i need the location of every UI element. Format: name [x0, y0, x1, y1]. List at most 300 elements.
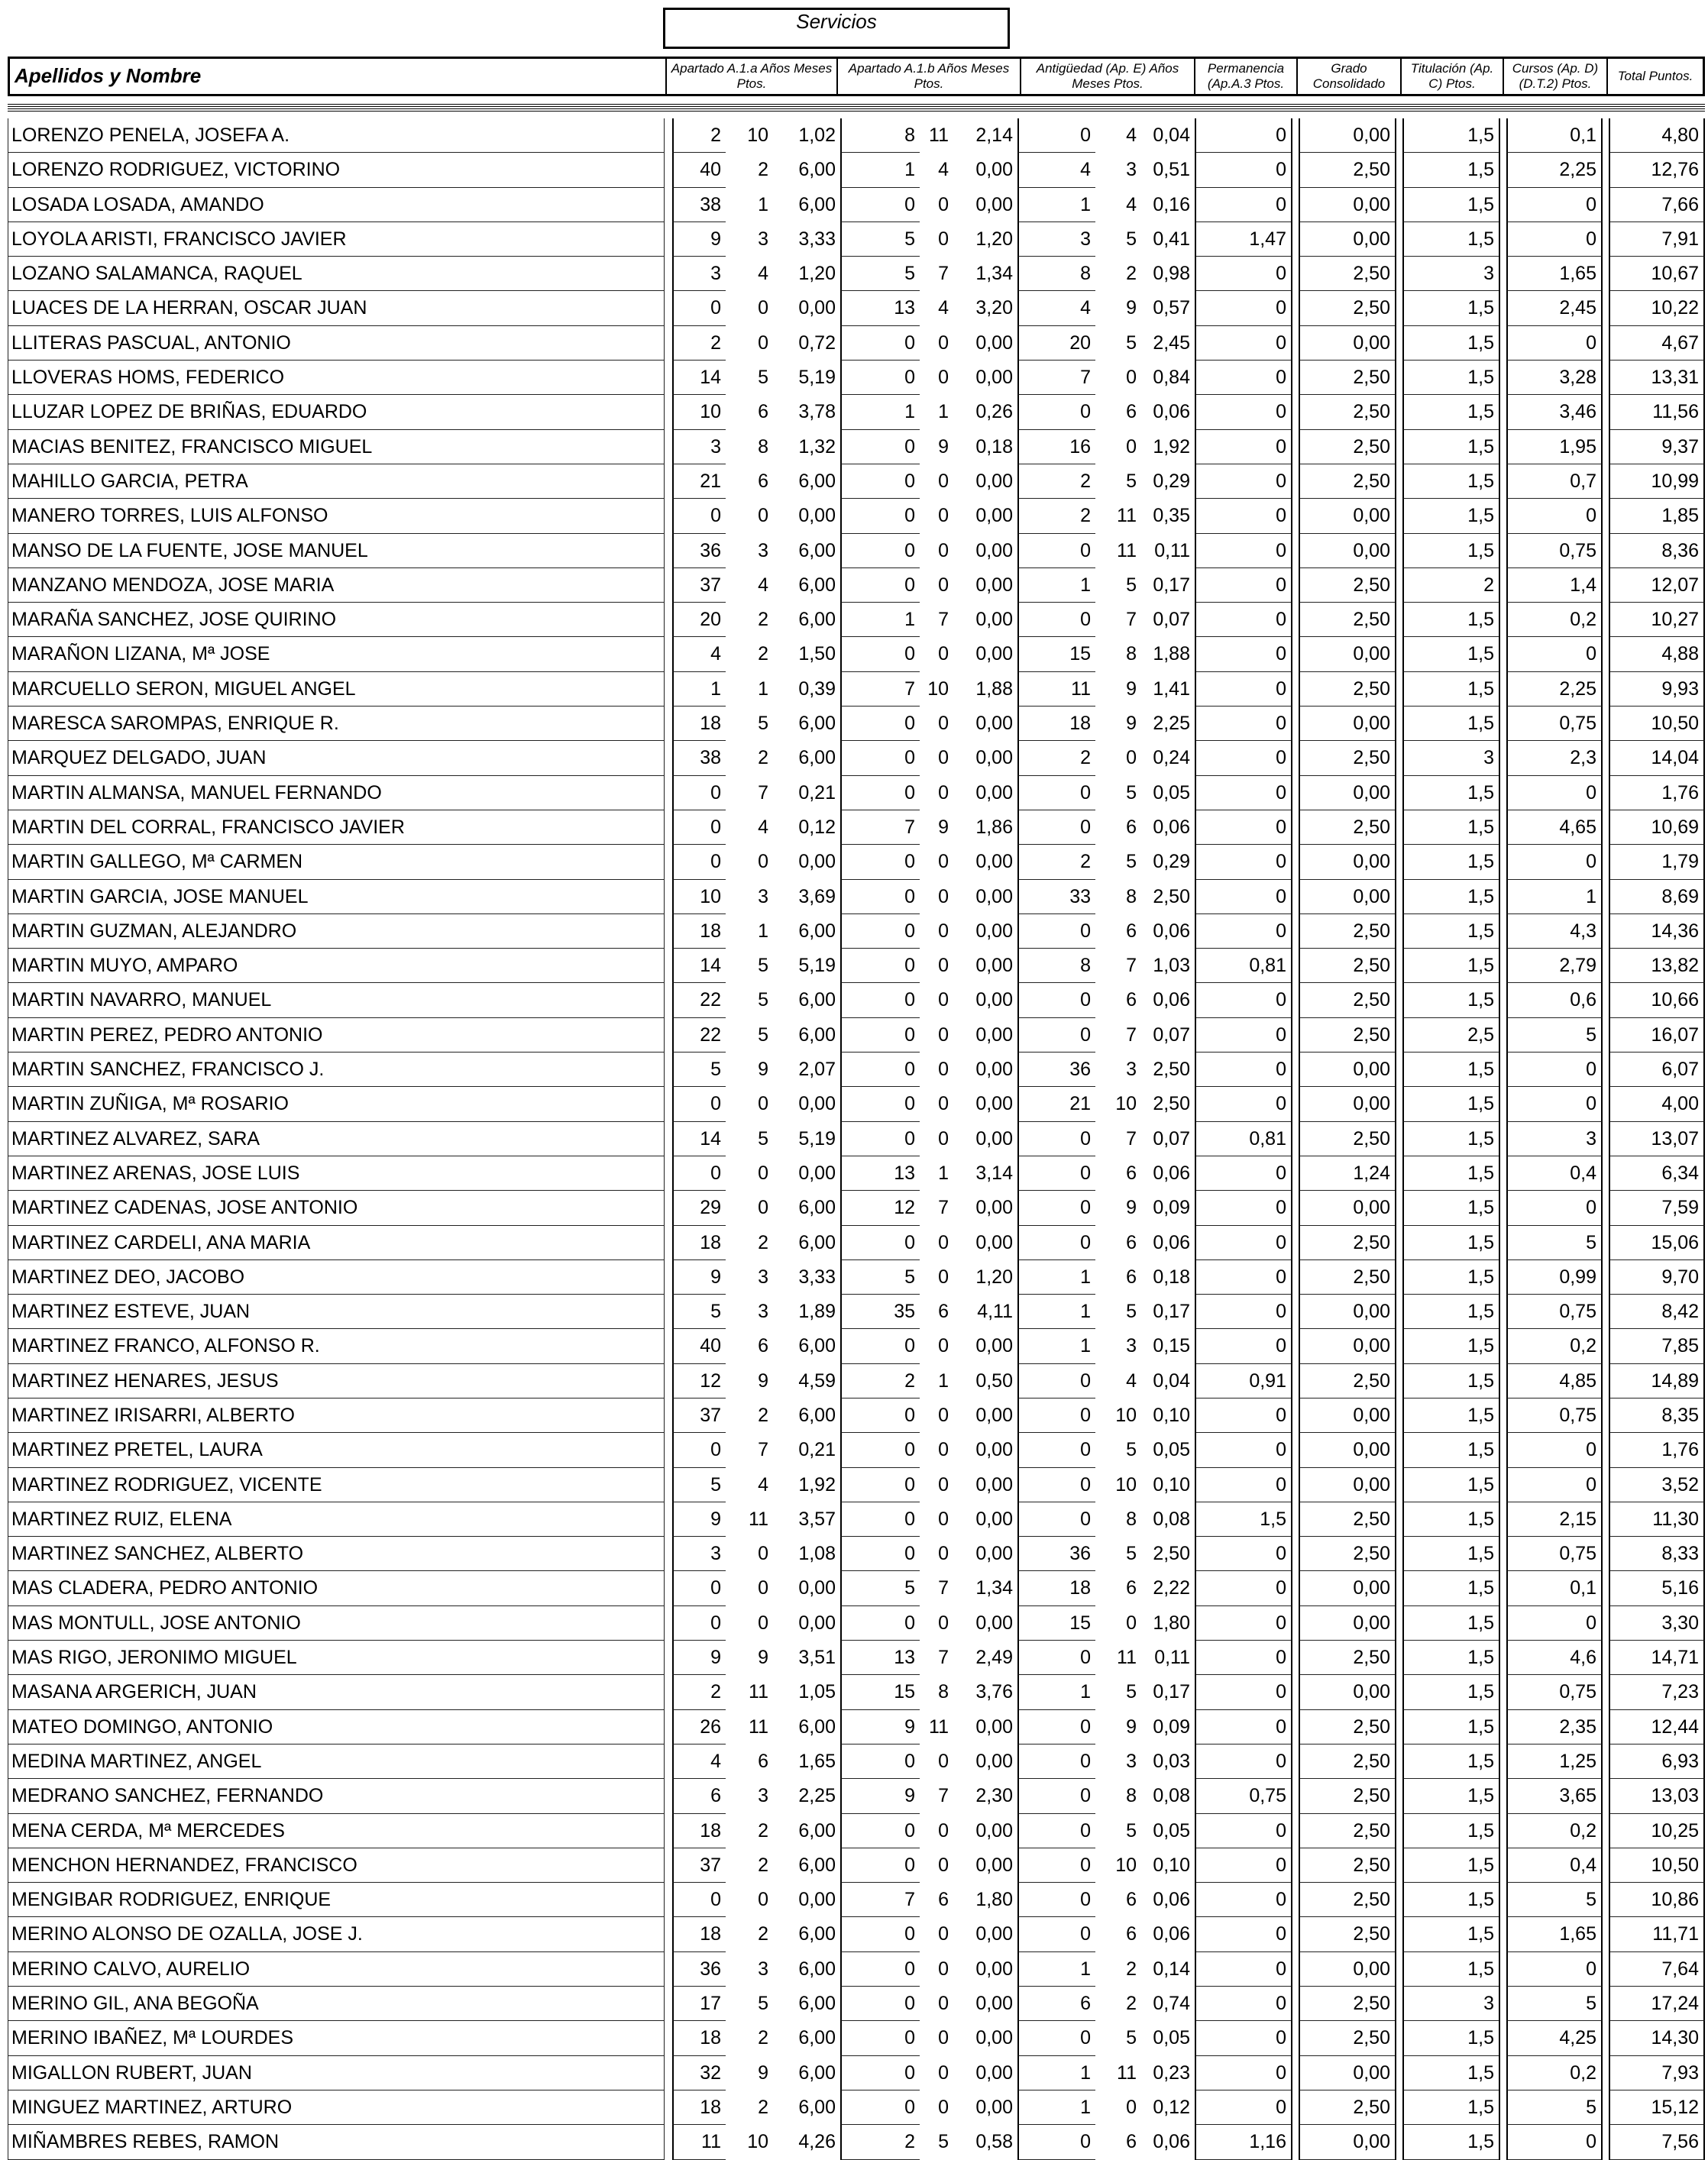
cell-ant-years: 1: [1017, 1295, 1095, 1329]
cell-row-name: MARAÑA SANCHEZ, JOSE QUIRINO: [8, 603, 665, 637]
cell-a1a-years: 26: [672, 1710, 726, 1744]
col-header-titulacion: Titulación (Ap. C) Ptos.: [1400, 59, 1503, 94]
cell-total: 14,89: [1609, 1364, 1705, 1399]
cell-a1b-points: 3,76: [975, 1681, 1013, 1703]
cell-total: 11,56: [1609, 395, 1705, 429]
cell-titulacion: 1,5: [1402, 637, 1500, 671]
cell-a1a-points: 0,00: [798, 505, 836, 527]
cell-permanencia: 0: [1195, 741, 1292, 775]
cell-total: 8,35: [1609, 1399, 1705, 1433]
cell-a1b-points: 1,88: [975, 677, 1013, 700]
cell-a1b-years: 0: [840, 776, 920, 810]
cell-a1a-years: 10: [672, 395, 726, 429]
cell-permanencia: 0: [1195, 257, 1292, 291]
cell-a1a-years: 14: [672, 361, 726, 395]
col-header-total: Total Puntos.: [1606, 59, 1703, 94]
cell-grado: 0,00: [1299, 1952, 1396, 1987]
table-row: [8, 1779, 1705, 1813]
cell-permanencia: 1,16: [1195, 2125, 1292, 2159]
cell-permanencia: 0,75: [1195, 1779, 1292, 1813]
cell-a1a-years: 38: [672, 741, 726, 775]
cell-ant-points: 2,22: [1153, 1577, 1190, 1599]
cell-a1a-points: 0,39: [798, 677, 836, 700]
cell-a1b-years: 0: [840, 983, 920, 1017]
cell-ant-months: 0: [1126, 435, 1137, 458]
cell-a1a-years: 18: [672, 2090, 726, 2125]
cell-a1a-years: 0: [672, 845, 726, 879]
cell-ant-months: 3: [1126, 159, 1137, 181]
cell-ant-years: 0: [1017, 2021, 1095, 2055]
cell-titulacion: 1,5: [1402, 1537, 1500, 1571]
cell-a1b-points: 1,20: [975, 1266, 1013, 1288]
cell-a1a-points: 0,00: [798, 1889, 836, 1911]
cell-a1b-months: 0: [938, 1231, 949, 1253]
cell-a1b-points: 0,00: [975, 2096, 1013, 2118]
cell-a1a-months: 7: [758, 1439, 768, 1461]
name-column-header: Apellidos y Nombre: [15, 64, 202, 87]
cell-a1a-years: 9: [672, 1641, 726, 1675]
cell-ant-years: 0: [1017, 395, 1095, 429]
cell-permanencia: 0: [1195, 776, 1292, 810]
cell-a1a-years: 37: [672, 1848, 726, 1883]
cell-grado: 2,50: [1299, 1917, 1396, 1951]
cell-a1b-years: 0: [840, 1122, 920, 1156]
cell-a1b-months: 0: [938, 1473, 949, 1496]
cell-cursos: 0: [1506, 2125, 1603, 2159]
cell-ant-points: 0,15: [1153, 1335, 1190, 1357]
cell-total: 11,30: [1609, 1502, 1705, 1537]
table-row: [8, 1191, 1705, 1225]
cell-row-name: MARTIN ALMANSA, MANUEL FERNANDO: [8, 776, 665, 810]
cell-a1a-years: 2: [672, 326, 726, 361]
cell-permanencia: 0: [1195, 1744, 1292, 1779]
cell-grado: 2,50: [1299, 1537, 1396, 1571]
cell-titulacion: 1,5: [1402, 1156, 1500, 1191]
cell-cursos: 0,75: [1506, 707, 1603, 741]
cell-ant-months: 6: [1126, 2131, 1137, 2153]
cell-ant-months: 6: [1126, 401, 1137, 423]
cell-a1b-years: 9: [840, 1710, 920, 1744]
cell-cursos: 5: [1506, 1018, 1603, 1053]
cell-ant-years: 18: [1017, 1571, 1095, 1605]
cell-a1b-years: 0: [840, 1952, 920, 1987]
cell-a1b-years: 0: [840, 845, 920, 879]
cell-cursos: 0,2: [1506, 603, 1603, 637]
cell-a1a-months: 2: [758, 159, 768, 181]
cell-cursos: 0: [1506, 1087, 1603, 1121]
cell-total: 10,69: [1609, 810, 1705, 845]
cell-a1b-points: 0,00: [975, 920, 1013, 942]
cell-a1b-points: 0,00: [975, 1473, 1013, 1496]
cell-cursos: 0: [1506, 1952, 1603, 1987]
cell-a1b-points: 0,00: [975, 470, 1013, 492]
cell-ant-months: 3: [1126, 1750, 1137, 1772]
cell-a1a-years: 12: [672, 1364, 726, 1399]
cell-ant-years: 0: [1017, 776, 1095, 810]
cell-permanencia: 0: [1195, 1883, 1292, 1917]
cell-a1a-points: 1,50: [798, 643, 836, 665]
cell-a1b-years: 0: [840, 464, 920, 499]
cell-a1a-months: 0: [758, 1577, 768, 1599]
cell-grado: 2,50: [1299, 2090, 1396, 2125]
cell-a1b-months: 7: [938, 1785, 949, 1807]
table-header: [8, 57, 1705, 96]
cell-a1b-years: 0: [840, 880, 920, 914]
cell-a1b-months: 7: [938, 263, 949, 285]
cell-titulacion: 1,5: [1402, 499, 1500, 533]
cell-grado: 0,00: [1299, 1571, 1396, 1605]
cell-a1a-months: 0: [758, 297, 768, 319]
cell-ant-months: 11: [1117, 505, 1137, 527]
cell-a1a-points: 4,59: [798, 1369, 836, 1392]
cell-ant-months: 7: [1126, 609, 1137, 631]
cell-a1b-months: 7: [938, 1197, 949, 1219]
cell-a1a-points: 6,00: [798, 989, 836, 1011]
cell-cursos: 3,46: [1506, 395, 1603, 429]
cell-ant-months: 2: [1126, 1993, 1137, 2015]
table-row: [8, 1814, 1705, 1848]
cell-ant-months: 6: [1126, 1266, 1137, 1288]
cell-a1a-months: 2: [758, 1923, 768, 1945]
cell-a1b-years: 0: [840, 1987, 920, 2021]
table-row: [8, 464, 1705, 499]
cell-cursos: 0,75: [1506, 1675, 1603, 1709]
cell-ant-months: 6: [1126, 1162, 1137, 1184]
cell-a1a-points: 6,00: [798, 1023, 836, 1046]
cell-ant-years: 4: [1017, 291, 1095, 325]
cell-a1a-months: 10: [747, 124, 768, 146]
cell-permanencia: 0: [1195, 1675, 1292, 1709]
cell-a1b-points: 0,00: [975, 851, 1013, 873]
cell-grado: 2,50: [1299, 603, 1396, 637]
cell-a1a-months: 2: [758, 1404, 768, 1426]
cell-titulacion: 1,5: [1402, 395, 1500, 429]
cell-a1a-points: 6,00: [798, 1923, 836, 1945]
cell-a1b-years: 0: [840, 1917, 920, 1951]
cell-ant-points: 0,29: [1153, 470, 1190, 492]
cell-ant-points: 2,45: [1153, 331, 1190, 354]
cell-ant-years: 0: [1017, 1502, 1095, 1537]
cell-cursos: 4,6: [1506, 1641, 1603, 1675]
cell-total: 4,00: [1609, 1087, 1705, 1121]
cell-a1b-years: 0: [840, 1848, 920, 1883]
cell-ant-years: 15: [1017, 637, 1095, 671]
table-row: [8, 153, 1705, 187]
cell-titulacion: 1,5: [1402, 1710, 1500, 1744]
cell-row-name: MARTIN SANCHEZ, FRANCISCO J.: [8, 1053, 665, 1087]
cell-ant-points: 0,98: [1153, 263, 1190, 285]
cell-grado: 2,50: [1299, 1814, 1396, 1848]
cell-ant-points: 0,29: [1153, 851, 1190, 873]
cell-ant-points: 0,10: [1153, 1404, 1190, 1426]
cell-a1a-points: 4,26: [798, 2131, 836, 2153]
cell-a1a-years: 0: [672, 1571, 726, 1605]
cell-total: 13,82: [1609, 949, 1705, 983]
cell-a1b-months: 0: [938, 1923, 949, 1945]
cell-a1a-months: 9: [758, 1647, 768, 1669]
cell-ant-points: 1,41: [1153, 677, 1190, 700]
cell-row-name: LORENZO PENELA, JOSEFA A.: [8, 118, 665, 153]
cell-ant-years: 1: [1017, 2090, 1095, 2125]
cell-grado: 0,00: [1299, 499, 1396, 533]
cell-ant-years: 0: [1017, 534, 1095, 568]
cell-cursos: 0,75: [1506, 1537, 1603, 1571]
cell-a1b-months: 5: [938, 2131, 949, 2153]
cell-ant-points: 2,50: [1153, 885, 1190, 907]
cell-ant-years: 0: [1017, 1641, 1095, 1675]
cell-ant-years: 0: [1017, 1399, 1095, 1433]
cell-ant-years: 0: [1017, 603, 1095, 637]
cell-ant-months: 3: [1126, 1059, 1137, 1081]
cell-grado: 0,00: [1299, 707, 1396, 741]
cell-titulacion: 3: [1402, 741, 1500, 775]
cell-a1a-years: 10: [672, 880, 726, 914]
cell-total: 10,50: [1609, 1848, 1705, 1883]
cell-ant-points: 0,41: [1153, 228, 1190, 250]
cell-permanencia: 0: [1195, 914, 1292, 949]
cell-a1b-months: 0: [938, 1023, 949, 1046]
cell-total: 14,71: [1609, 1641, 1705, 1675]
table-row: [8, 707, 1705, 741]
cell-row-name: MARTINEZ DEO, JACOBO: [8, 1260, 665, 1295]
cell-grado: 0,00: [1299, 1191, 1396, 1225]
cell-ant-years: 0: [1017, 1917, 1095, 1951]
cell-ant-points: 0,06: [1153, 401, 1190, 423]
cell-a1b-years: 8: [840, 118, 920, 153]
table-row: [8, 222, 1705, 257]
cell-a1a-months: 10: [747, 2131, 768, 2153]
cell-a1a-years: 18: [672, 1917, 726, 1951]
cell-ant-points: 0,07: [1153, 1127, 1190, 1150]
cell-ant-points: 2,50: [1153, 1543, 1190, 1565]
cell-ant-years: 0: [1017, 2125, 1095, 2159]
cell-ant-months: 0: [1126, 747, 1137, 769]
cell-grado: 0,00: [1299, 1087, 1396, 1121]
cell-a1b-points: 0,26: [975, 401, 1013, 423]
cell-row-name: MARTIN GARCIA, JOSE MANUEL: [8, 880, 665, 914]
cell-ant-years: 11: [1017, 672, 1095, 707]
cell-a1a-years: 22: [672, 983, 726, 1017]
cell-a1b-months: 7: [938, 1577, 949, 1599]
cell-a1a-months: 2: [758, 1854, 768, 1876]
cell-a1b-years: 13: [840, 1641, 920, 1675]
cell-total: 7,23: [1609, 1675, 1705, 1709]
cell-a1b-points: 0,00: [975, 1612, 1013, 1634]
cell-a1b-points: 0,50: [975, 1369, 1013, 1392]
cell-titulacion: 1,5: [1402, 1399, 1500, 1433]
cell-a1a-years: 14: [672, 1122, 726, 1156]
cell-ant-points: 2,50: [1153, 1093, 1190, 1115]
cell-a1b-years: 1: [840, 153, 920, 187]
cell-row-name: MARCUELLO SERON, MIGUEL ANGEL: [8, 672, 665, 707]
cell-ant-months: 6: [1126, 1231, 1137, 1253]
cell-total: 7,93: [1609, 2056, 1705, 2090]
cell-grado: 0,00: [1299, 1675, 1396, 1709]
cell-a1a-points: 6,00: [798, 2096, 836, 2118]
cell-row-name: MANSO DE LA FUENTE, JOSE MANUEL: [8, 534, 665, 568]
cell-a1a-months: 1: [758, 920, 768, 942]
cell-row-name: MARTIN DEL CORRAL, FRANCISCO JAVIER: [8, 810, 665, 845]
cell-total: 13,03: [1609, 1779, 1705, 1813]
cell-row-name: MANZANO MENDOZA, JOSE MARIA: [8, 568, 665, 603]
cell-cursos: 1,95: [1506, 430, 1603, 464]
cell-titulacion: 1,5: [1402, 1087, 1500, 1121]
cell-a1b-points: 2,30: [975, 1785, 1013, 1807]
table-row: [8, 1156, 1705, 1191]
cell-cursos: 3,65: [1506, 1779, 1603, 1813]
cell-a1b-points: 0,00: [975, 1993, 1013, 2015]
cell-ant-points: 0,04: [1153, 1369, 1190, 1392]
table-row: [8, 2021, 1705, 2055]
cell-permanencia: 0: [1195, 188, 1292, 222]
cell-ant-months: 4: [1126, 124, 1137, 146]
cell-a1a-years: 18: [672, 2021, 726, 2055]
cell-a1b-months: 0: [938, 1093, 949, 1115]
cell-a1a-months: 5: [758, 367, 768, 389]
cell-row-name: MARTINEZ RUIZ, ELENA: [8, 1502, 665, 1537]
cell-row-name: MARTINEZ CADENAS, JOSE ANTONIO: [8, 1191, 665, 1225]
table-row: [8, 1260, 1705, 1295]
cell-permanencia: 0,81: [1195, 1122, 1292, 1156]
cell-a1b-years: 0: [840, 2056, 920, 2090]
cell-a1b-years: 0: [840, 1468, 920, 1502]
cell-a1a-months: 6: [758, 1750, 768, 1772]
cell-a1a-points: 6,00: [798, 920, 836, 942]
cell-ant-years: 4: [1017, 153, 1095, 187]
cell-a1a-points: 1,20: [798, 263, 836, 285]
cell-cursos: 0,99: [1506, 1260, 1603, 1295]
cell-permanencia: 0: [1195, 1053, 1292, 1087]
cell-a1a-months: 0: [758, 1197, 768, 1219]
cell-grado: 2,50: [1299, 395, 1396, 429]
cell-titulacion: 1,5: [1402, 153, 1500, 187]
cell-a1a-months: 3: [758, 1958, 768, 1980]
cell-cursos: 0: [1506, 1606, 1603, 1641]
cell-ant-months: 6: [1126, 1923, 1137, 1945]
cell-cursos: 2,25: [1506, 672, 1603, 707]
cell-titulacion: 1,5: [1402, 2056, 1500, 2090]
cell-a1a-months: 6: [758, 1335, 768, 1357]
cell-row-name: MARTINEZ RODRIGUEZ, VICENTE: [8, 1468, 665, 1502]
cell-ant-years: 0: [1017, 1883, 1095, 1917]
cell-a1b-years: 0: [840, 1329, 920, 1363]
cell-ant-years: 18: [1017, 707, 1095, 741]
cell-a1b-years: 5: [840, 257, 920, 291]
cell-grado: 0,00: [1299, 2056, 1396, 2090]
cell-grado: 0,00: [1299, 1053, 1396, 1087]
cell-grado: 2,50: [1299, 430, 1396, 464]
cell-titulacion: 1,5: [1402, 2090, 1500, 2125]
cell-a1a-months: 9: [758, 1369, 768, 1392]
cell-cursos: 1,4: [1506, 568, 1603, 603]
cell-cursos: 2,15: [1506, 1502, 1603, 1537]
cell-ant-points: 0,24: [1153, 747, 1190, 769]
cell-permanencia: 0,81: [1195, 949, 1292, 983]
cell-ant-months: 0: [1126, 1612, 1137, 1634]
cell-a1b-months: 1: [938, 1162, 949, 1184]
cell-total: 10,27: [1609, 603, 1705, 637]
col-header-a1b: Apartado A.1.b Años Meses Ptos.: [836, 59, 1020, 94]
cell-total: 12,07: [1609, 568, 1705, 603]
cell-cursos: 0: [1506, 188, 1603, 222]
cell-a1a-years: 3: [672, 430, 726, 464]
table-row: [8, 1537, 1705, 1571]
cell-cursos: 0: [1506, 776, 1603, 810]
cell-ant-years: 8: [1017, 257, 1095, 291]
cell-row-name: MASANA ARGERICH, JUAN: [8, 1675, 665, 1709]
cell-ant-months: 5: [1126, 1439, 1137, 1461]
cell-a1a-points: 0,21: [798, 781, 836, 804]
cell-ant-points: 0,57: [1153, 297, 1190, 319]
cell-a1b-points: 1,34: [975, 1577, 1013, 1599]
cell-ant-points: 0,06: [1153, 1923, 1190, 1945]
cell-grado: 2,50: [1299, 568, 1396, 603]
cell-cursos: 0,4: [1506, 1848, 1603, 1883]
cell-a1a-points: 6,00: [798, 1854, 836, 1876]
cell-a1b-years: 0: [840, 188, 920, 222]
cell-ant-months: 9: [1126, 677, 1137, 700]
table-row: [8, 1295, 1705, 1329]
cell-row-name: MIÑAMBRES REBES, RAMON: [8, 2125, 665, 2159]
cell-a1b-years: 0: [840, 1502, 920, 1537]
cell-a1a-months: 5: [758, 1023, 768, 1046]
cell-row-name: MERINO CALVO, AURELIO: [8, 1952, 665, 1987]
cell-a1b-points: 0,00: [975, 1197, 1013, 1219]
cell-grado: 2,50: [1299, 1710, 1396, 1744]
cell-a1b-points: 0,00: [975, 1093, 1013, 1115]
cell-a1b-years: 9: [840, 1779, 920, 1813]
cell-ant-months: 7: [1126, 1127, 1137, 1150]
cell-a1b-months: 8: [938, 1681, 949, 1703]
cell-total: 8,36: [1609, 534, 1705, 568]
cell-total: 9,70: [1609, 1260, 1705, 1295]
cell-cursos: 0,75: [1506, 1295, 1603, 1329]
cell-ant-years: 0: [1017, 118, 1095, 153]
cell-ant-months: 8: [1126, 643, 1137, 665]
cell-total: 1,79: [1609, 845, 1705, 879]
cell-permanencia: 0: [1195, 1987, 1292, 2021]
cell-ant-points: 0,10: [1153, 1473, 1190, 1496]
table-row: [8, 845, 1705, 879]
table-row: [8, 741, 1705, 775]
cell-a1b-points: 1,34: [975, 263, 1013, 285]
cell-a1a-months: 0: [758, 331, 768, 354]
cell-row-name: LLUZAR LOPEZ DE BRIÑAS, EDUARDO: [8, 395, 665, 429]
cell-total: 8,33: [1609, 1537, 1705, 1571]
cell-grado: 2,50: [1299, 153, 1396, 187]
cell-permanencia: 0: [1195, 464, 1292, 499]
servicios-header: Servicios: [663, 8, 1010, 49]
cell-a1b-months: 0: [938, 367, 949, 389]
cell-total: 12,44: [1609, 1710, 1705, 1744]
cell-row-name: MARTINEZ HENARES, JESUS: [8, 1364, 665, 1399]
cell-ant-points: 0,06: [1153, 1162, 1190, 1184]
table-row: [8, 395, 1705, 429]
cell-total: 7,64: [1609, 1952, 1705, 1987]
cell-a1a-years: 5: [672, 1053, 726, 1087]
cell-ant-years: 6: [1017, 1987, 1095, 2021]
cell-cursos: 1: [1506, 880, 1603, 914]
cell-permanencia: 0: [1195, 672, 1292, 707]
cell-row-name: MENCHON HERNANDEZ, FRANCISCO: [8, 1848, 665, 1883]
cell-cursos: 1,65: [1506, 1917, 1603, 1951]
cell-ant-points: 0,17: [1153, 1301, 1190, 1323]
cell-a1a-years: 21: [672, 464, 726, 499]
cell-cursos: 0: [1506, 1053, 1603, 1087]
cell-grado: 2,50: [1299, 1502, 1396, 1537]
cell-cursos: 2,79: [1506, 949, 1603, 983]
cell-titulacion: 1,5: [1402, 1779, 1500, 1813]
